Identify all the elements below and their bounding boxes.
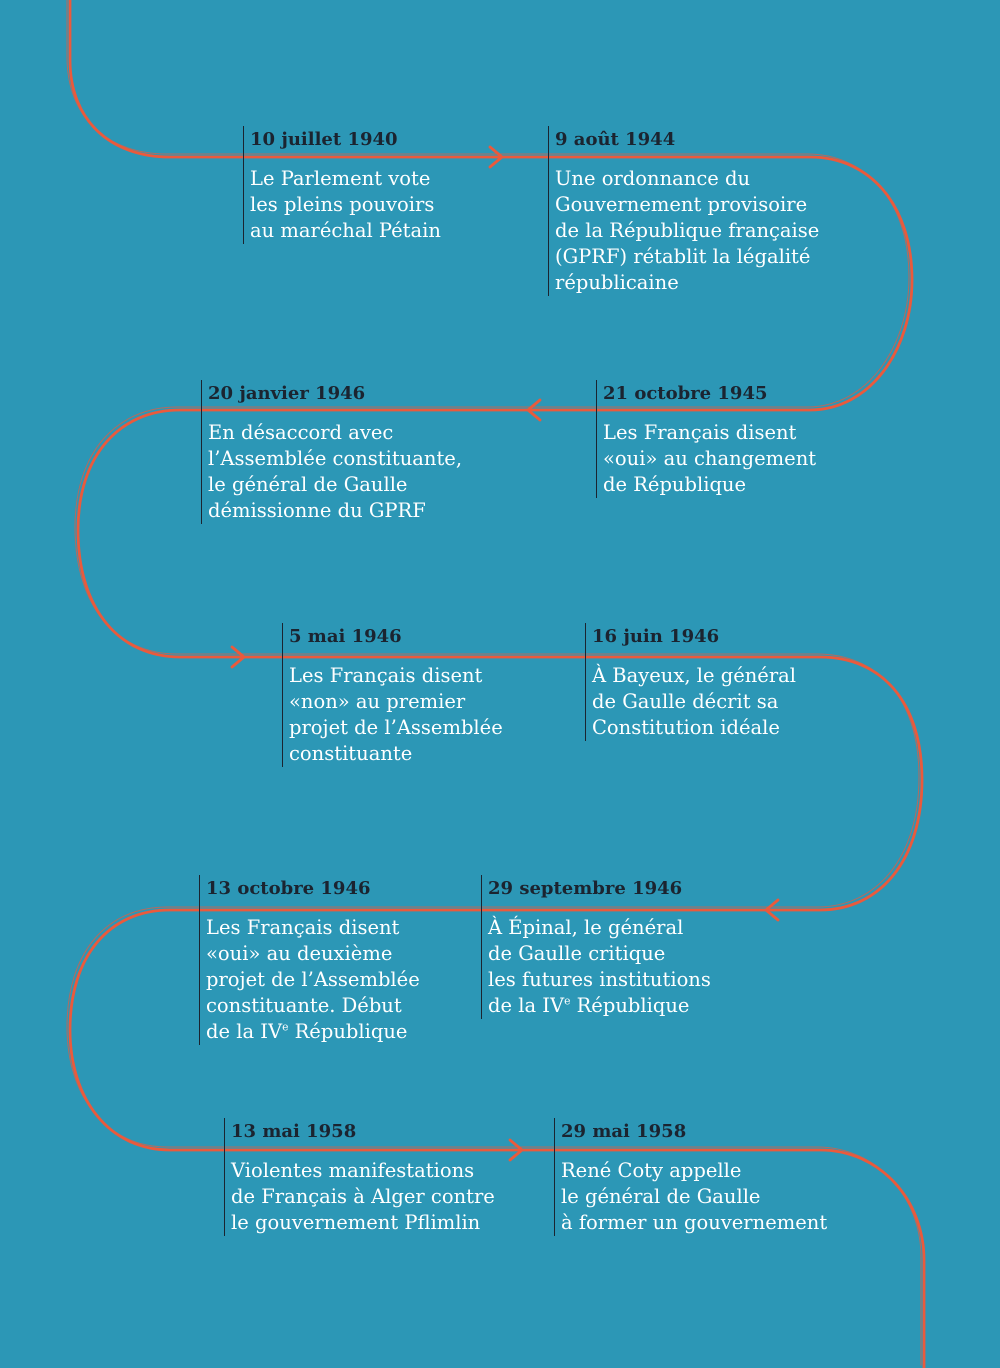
event-date: 10 juillet 1940 xyxy=(250,129,398,150)
event-date: 21 octobre 1945 xyxy=(603,383,768,404)
timeline-event xyxy=(596,380,816,498)
event-description: Le Parlement vote les pleins pouvoirs au maréchal Pétain xyxy=(250,167,441,242)
event-description: À Épinal, le général de Gaulle critique les futures institutions de la IVe République xyxy=(488,916,711,1017)
timeline-event xyxy=(243,126,441,244)
event-date: 29 mai 1958 xyxy=(561,1121,687,1142)
event-description: Violentes manifestations de Français à Alger contre le gouvernement Pflimlin xyxy=(231,1159,495,1234)
event-date: 9 août 1944 xyxy=(555,129,676,150)
event-description: Les Français disent «non» au premier projet de l’Assemblée constituante xyxy=(289,664,503,765)
timeline-event xyxy=(481,875,711,1019)
timeline-event xyxy=(585,623,796,741)
event-description: En désaccord avec l’Assemblée constituante, le général de Gaulle démissionne du GPRF xyxy=(208,421,463,522)
event-description: Les Français disent «oui» au changement de République xyxy=(603,421,817,496)
timeline-event xyxy=(201,380,462,524)
event-date: 13 octobre 1946 xyxy=(206,878,371,899)
timeline-event xyxy=(199,875,420,1045)
event-date: 16 juin 1946 xyxy=(592,626,720,647)
timeline-event xyxy=(554,1118,827,1236)
timeline-event xyxy=(282,623,503,767)
event-date: 5 mai 1946 xyxy=(289,626,402,647)
event-date: 20 janvier 1946 xyxy=(208,383,366,404)
event-date: 13 mai 1958 xyxy=(231,1121,357,1142)
event-description: Une ordonnance du Gouvernement provisoire de la République française (GPRF) rétablit la légalité républicaine xyxy=(555,167,820,294)
timeline-event xyxy=(224,1118,495,1236)
event-description: Les Français disent «oui» au deuxième projet de l’Assemblée constituante. Début de la IVe République xyxy=(206,916,420,1043)
event-description: À Bayeux, le général de Gaulle décrit sa Constitution idéale xyxy=(592,664,797,739)
event-description: René Coty appelle le général de Gaulle à former un gouvernement xyxy=(561,1159,828,1234)
timeline-event xyxy=(548,126,819,296)
event-date: 29 septembre 1946 xyxy=(488,878,683,899)
